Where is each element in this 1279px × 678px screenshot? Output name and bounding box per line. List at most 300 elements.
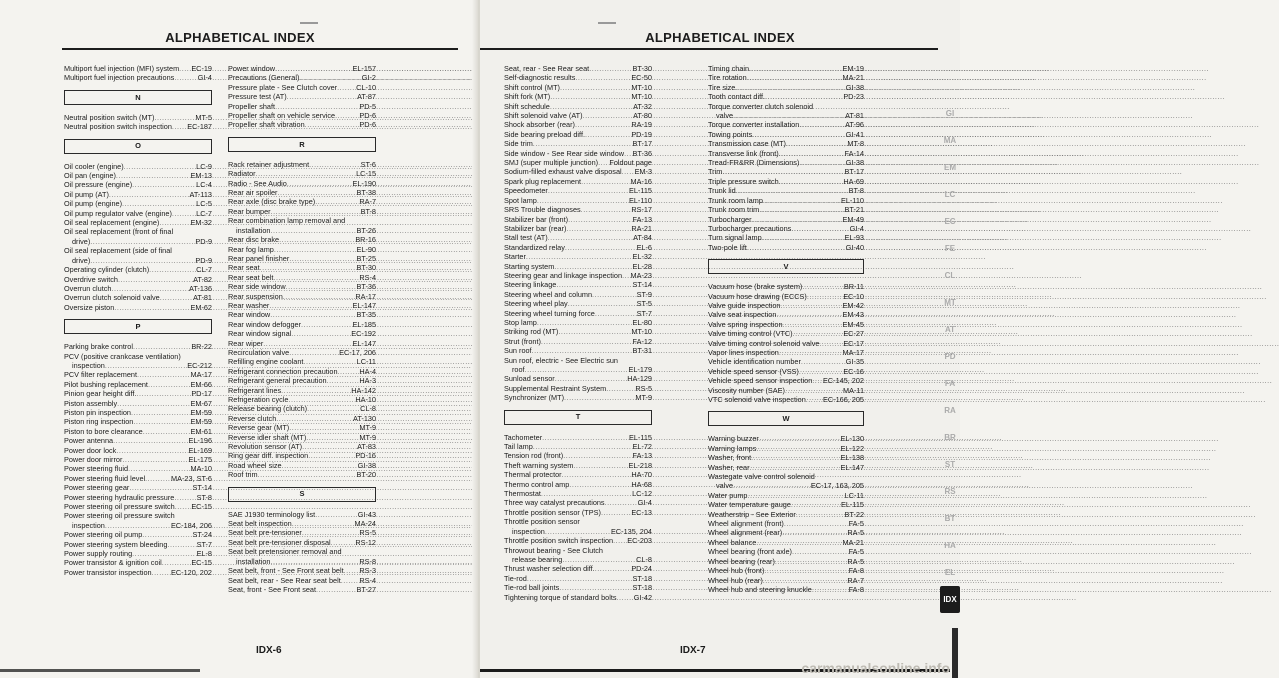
entry-title: Two-pole lift [708, 242, 747, 252]
entry-title: Warning lamps [708, 443, 757, 453]
entry-title: Vapor lines inspection [708, 347, 779, 357]
index-entry [708, 243, 864, 252]
registration-mark [598, 22, 616, 24]
entry-page-ref: RA-5 [847, 556, 864, 566]
entry-title: Towing points [708, 129, 753, 139]
leader-dots [556, 280, 630, 289]
entry-title: Power steering gear [64, 483, 130, 493]
index-entry [504, 158, 652, 167]
leader-dots [736, 186, 847, 195]
entry-title: Speedometer [504, 186, 548, 196]
entry-title: Stabilizer bar (rear) [504, 223, 567, 233]
leader-dots [812, 585, 847, 594]
leader-dots [179, 64, 189, 73]
entry-title: Wheel alignment (rear) [708, 528, 783, 538]
leader-dots [568, 215, 630, 224]
entry-page-ref: RA-5 [847, 528, 864, 538]
leader-dots [562, 470, 630, 479]
index-entry [228, 585, 376, 594]
entry-title: Rear bumper [228, 206, 271, 216]
entry-page-ref: ST-6 [360, 159, 376, 169]
leader-dots [565, 243, 635, 252]
index-entry [64, 530, 212, 539]
entry-page-ref: EC-166, 205 [823, 395, 864, 404]
leader-dots [801, 357, 844, 366]
entry-page-ref: CL-7 [196, 265, 212, 275]
title-rule [480, 48, 938, 50]
index-entry [504, 555, 652, 564]
entry-title: Strut (front) [504, 336, 541, 346]
index-entry-line: Power steering oil pressure switch [64, 511, 175, 521]
entry-title: Seat, front - See Front seat [228, 584, 317, 594]
section-tab: ST [944, 460, 956, 469]
index-entry [228, 301, 376, 310]
index-entry [228, 329, 376, 338]
section-tab: BR [944, 433, 956, 442]
entry-title: Warning buzzer [708, 434, 759, 444]
entry-title: Rear wiper [228, 338, 264, 348]
entry-page-ref: RS-4 [359, 272, 376, 282]
left-page [0, 0, 480, 678]
section-tab: EC [944, 217, 956, 226]
entry-page-ref: AT-32 [633, 101, 652, 111]
entry-title: SAE J1930 terminology list [228, 509, 316, 519]
index-entry [504, 149, 652, 158]
entry-page-ref: RA-17 [355, 291, 376, 301]
entry-title: Transmission case (MT) [708, 139, 786, 149]
entry-page-ref: AT-83 [357, 442, 376, 452]
entry-page-ref: MT-8 [847, 139, 864, 149]
index-entry [504, 205, 652, 214]
entry-page-ref: BT-31 [632, 346, 652, 356]
title-rule [62, 48, 458, 50]
index-entry [504, 442, 652, 451]
section-tab: GI [945, 109, 955, 118]
leader-dots [791, 500, 839, 509]
leader-dots [751, 453, 838, 462]
leader-dots [533, 442, 631, 451]
entry-page-ref: LC-15 [356, 169, 376, 179]
index-entry-line: Oil seal replacement (side of final [64, 246, 172, 256]
entry-page-ref: AT-96 [845, 120, 864, 130]
leader-dots [174, 493, 194, 502]
entry-page-ref: MA-17 [190, 370, 212, 380]
entry-page-ref: BT-21 [844, 205, 864, 215]
entry-page-ref: CL-8 [360, 404, 376, 414]
entry-title: Triple pressure switch [708, 176, 779, 186]
leader-dots [585, 130, 629, 139]
index-entry [504, 243, 652, 252]
entry-title: Tie-rod [504, 573, 527, 583]
index-entry [228, 179, 376, 188]
entry-title: Power transistor inspection [64, 567, 152, 577]
entry-page-ref: HA-68 [631, 479, 652, 489]
entry-page-ref: BT-25 [356, 253, 376, 263]
entry-page-ref: AT-84 [633, 233, 652, 243]
entry-title: Refrigerant lines [228, 385, 282, 395]
index-entry [228, 102, 376, 111]
index-entry [504, 280, 652, 289]
leader-dots [581, 205, 630, 214]
leader-dots [799, 158, 843, 167]
entry-page-ref: BR-11 [843, 282, 864, 292]
entry-title: Refilling engine coolant [228, 357, 304, 367]
entry-page-ref: ST-5 [636, 299, 652, 309]
entry-page-ref: EM-42 [842, 300, 864, 310]
leader-dots [341, 576, 358, 585]
index-entry [504, 527, 652, 536]
entry-page-ref: BT-22 [844, 509, 864, 519]
leader-dots [90, 256, 193, 265]
entry-page-ref: EL-147 [352, 338, 376, 348]
entry-page-ref: RS-5 [635, 383, 652, 393]
leader-dots [154, 113, 193, 122]
index-entry [708, 357, 864, 366]
index-entry [228, 357, 376, 366]
leader-dots [747, 243, 844, 252]
leader-dots [162, 558, 190, 567]
entry-title: installation [236, 556, 271, 566]
index-entry-line: Throttle position sensor [504, 517, 580, 527]
leader-dots [283, 292, 354, 301]
entry-title: valve [716, 111, 734, 121]
entry-title: Stall test (AT) [504, 233, 548, 243]
index-entry [228, 235, 376, 244]
entry-page-ref: MA-10 [190, 464, 212, 474]
entry-page-ref: EC-145, 202 [823, 376, 864, 386]
entry-title: Oversize piston [64, 302, 115, 312]
section-letter: T [575, 412, 581, 422]
entry-page-ref: RS-8 [359, 556, 376, 566]
leader-dots [550, 92, 629, 101]
page-title: ALPHABETICAL INDEX [165, 30, 315, 45]
footer-rule [0, 669, 200, 672]
entry-title: Throttle position sensor (TPS) [504, 507, 601, 517]
entry-page-ref: EL-115 [629, 186, 652, 196]
entry-title: Spark plug replacement [504, 176, 582, 186]
leader-dots [289, 254, 354, 263]
leader-dots [791, 224, 848, 233]
index-entry [228, 92, 376, 101]
index-entry [708, 282, 864, 291]
entry-page-ref: EC-192 [351, 329, 376, 339]
index-entry [504, 186, 652, 195]
entry-page-ref: ST-14 [192, 483, 212, 493]
entry-title: Steering wheel play [504, 299, 568, 309]
leader-dots [763, 196, 839, 205]
index-entry [64, 113, 212, 122]
index-entry [504, 111, 652, 120]
entry-title: Refrigerant general precaution [228, 376, 327, 386]
entry-page-ref: AT-87 [357, 92, 376, 102]
index-entry [504, 480, 652, 489]
entry-title: inspection [72, 520, 105, 530]
leader-dots [525, 365, 627, 374]
leader-dots [537, 318, 631, 327]
entry-page-ref: EM-67 [190, 398, 212, 408]
entry-title: Stop lamp [504, 317, 537, 327]
index-entry [504, 318, 652, 327]
section-letter-box [64, 90, 212, 105]
entry-title: Rear washer [228, 300, 270, 310]
leader-dots [291, 329, 349, 338]
index-entry [228, 310, 376, 319]
leader-dots [555, 374, 626, 383]
entry-title: Wheel alignment (front) [708, 519, 784, 529]
entry-page-ref: GI-41 [845, 129, 864, 139]
entry-title: Tension rod (front) [504, 451, 564, 461]
entry-page-ref: PD-23 [843, 92, 864, 102]
index-entry [64, 417, 212, 426]
index-entry [64, 464, 212, 473]
leader-dots [759, 205, 842, 214]
leader-dots [559, 583, 630, 592]
index-entry [64, 370, 212, 379]
entry-title: Viscosity number (SAE) [708, 385, 785, 395]
entry-title: Valve spring inspection [708, 319, 783, 329]
entry-title: Piston assembly [64, 398, 118, 408]
entry-title: Power steering oil pump [64, 530, 143, 540]
entry-title: Valve timing control (VTC) [708, 329, 793, 339]
section-tab: MA [943, 136, 957, 145]
entry-page-ref: EL-196 [188, 436, 212, 446]
index-entry [228, 64, 376, 73]
entry-title: Ring gear diff. inspection [228, 451, 309, 461]
leader-dots [132, 549, 194, 558]
index-entry [504, 489, 652, 498]
index-entry [504, 508, 652, 517]
index-entry [228, 510, 376, 519]
entry-page-ref: RS-17 [631, 205, 652, 215]
index-entry [708, 130, 864, 139]
entry-page-ref: BT-8 [848, 186, 864, 196]
entry-page-ref: BT-30 [632, 64, 652, 73]
entry-title: Rear window [228, 310, 271, 320]
leader-dots [764, 566, 846, 575]
index-entry [504, 271, 652, 280]
leader-dots [136, 389, 189, 398]
leader-dots [752, 215, 841, 224]
leader-dots [160, 293, 191, 302]
entry-page-ref: HA-142 [351, 385, 376, 395]
index-column [228, 64, 376, 594]
entry-title: Rear axle (disc brake type) [228, 197, 316, 207]
entry-page-ref: BT-36 [632, 148, 652, 158]
entry-page-ref: EC-184, 206 [171, 520, 212, 530]
entry-page-ref: EC-16 [843, 366, 864, 376]
index-entry [64, 455, 212, 464]
index-entry [708, 463, 864, 472]
leader-dots [780, 301, 840, 310]
leader-dots [762, 233, 843, 242]
entry-title: Precautions (General) [228, 73, 300, 83]
leader-dots [799, 367, 841, 376]
index-entry [64, 64, 212, 73]
entry-page-ref: EM-61 [190, 426, 212, 436]
entry-title: Power antenna [64, 436, 114, 446]
entry-title: VTC solenoid valve inspection [708, 395, 806, 404]
index-entry [228, 83, 376, 92]
leader-dots [174, 73, 195, 82]
leader-dots [137, 370, 189, 379]
entry-page-ref: MT-9 [359, 432, 376, 442]
entry-title: Side trim [504, 139, 533, 149]
leader-dots [779, 177, 842, 186]
section-letter-box [228, 137, 376, 152]
entry-page-ref: EL-185 [352, 319, 376, 329]
leader-dots [287, 179, 351, 188]
index-entry [708, 292, 864, 301]
entry-title: Vehicle identification number [708, 357, 801, 367]
entry-title: Multiport fuel injection precautions [64, 73, 175, 83]
index-entry [504, 224, 652, 233]
entry-page-ref: EL-72 [632, 442, 652, 452]
leader-dots [583, 111, 632, 120]
index-entry [504, 451, 652, 460]
entry-title: Self-diagnostic results [504, 73, 576, 83]
entry-title: Trunk room lamp [708, 195, 763, 205]
index-entry [708, 92, 864, 101]
entry-title: Transverse link (front) [708, 148, 779, 158]
entry-title: Throttle position switch inspection [504, 536, 614, 546]
leader-dots [733, 111, 843, 120]
index-entry [708, 444, 864, 453]
index-entry [64, 446, 212, 455]
index-entry [64, 427, 212, 436]
entry-title: SMJ (super multiple junction) [504, 158, 599, 168]
index-entry [708, 196, 864, 205]
entry-title: Pressure plate - See Clutch cover [228, 82, 338, 92]
index-entry [708, 491, 864, 500]
section-tab: RA [944, 406, 956, 415]
section-tab: IDX [940, 586, 960, 613]
entry-page-ref: GI-38 [845, 82, 864, 92]
index-entry [64, 361, 212, 370]
entry-title: Striking rod (MT) [504, 327, 559, 337]
entry-page-ref: MA-16 [630, 176, 652, 186]
entry-page-ref: MA-21 [842, 73, 864, 83]
entry-title: Power steering system bleeding [64, 539, 168, 549]
index-entry [64, 303, 212, 312]
entry-title: Oil pump (AT) [64, 189, 109, 199]
index-entry [504, 309, 652, 318]
index-entry [708, 376, 864, 385]
section-letter-box [504, 410, 652, 425]
entry-page-ref: LC-7 [196, 208, 212, 218]
entry-page-ref: EM-3 [634, 167, 652, 177]
entry-title: Radio - See Audio [228, 178, 287, 188]
entry-page-ref: RA-19 [631, 120, 652, 130]
index-entry [708, 310, 864, 319]
entry-page-ref: EL-179 [628, 365, 652, 374]
entry-page-ref: EL-110 [629, 195, 652, 205]
entry-page-ref: MA-17 [842, 347, 864, 357]
leader-dots [807, 292, 841, 301]
entry-page-ref: EL-28 [632, 261, 652, 271]
leader-dots [149, 265, 194, 274]
leader-dots [270, 557, 357, 566]
index-entry [504, 139, 652, 148]
entry-title: Piston pin inspection [64, 407, 131, 417]
index-entry [504, 470, 652, 479]
index-entry [228, 528, 376, 537]
entry-page-ref: BT-38 [356, 188, 376, 198]
entry-title: Supplemental Restraint System [504, 383, 607, 393]
entry-page-ref: EL-190 [352, 178, 376, 188]
leader-dots [613, 536, 625, 545]
leader-dots [142, 530, 190, 539]
entry-page-ref: AT-130 [353, 413, 376, 423]
entry-page-ref: PD-6 [359, 120, 376, 130]
index-entry [504, 365, 652, 374]
leader-dots [315, 510, 356, 519]
entry-page-ref: EC-27 [843, 329, 864, 339]
entry-page-ref: LC-9 [196, 161, 212, 171]
entry-page-ref: CL-10 [356, 82, 376, 92]
entry-title: Steering wheel and column [504, 289, 593, 299]
index-entry [64, 399, 212, 408]
entry-title: Power steering fluid [64, 464, 129, 474]
entry-page-ref: AT-82 [193, 274, 212, 284]
leader-dots [263, 339, 350, 348]
entry-title: Power steering hydraulic pressure [64, 492, 175, 502]
index-entry-line: Throwout bearing - See Clutch [504, 545, 603, 555]
section-tab: HA [944, 541, 956, 550]
index-entry [708, 453, 864, 462]
section-tabs [940, 100, 960, 613]
index-entry [64, 389, 212, 398]
leader-dots [560, 83, 629, 92]
entry-title: Turbocharger precautions [708, 223, 792, 233]
index-entry [504, 536, 652, 545]
entry-title: Thermal protector [504, 470, 562, 480]
entry-title: Propeller shaft vibration [228, 120, 305, 130]
entry-title: Washer, front [708, 453, 752, 463]
section-letter-box [708, 259, 864, 274]
entry-page-ref: AT-113 [189, 189, 212, 199]
index-entry [64, 380, 212, 389]
entry-title: Turn signal lamp [708, 233, 762, 243]
leader-dots [269, 301, 350, 310]
leader-dots [132, 180, 194, 189]
leader-dots [722, 167, 842, 176]
entry-title: Side window - See Rear side window [504, 148, 625, 158]
entry-page-ref: GI-2 [361, 73, 376, 83]
entry-page-ref: LC-11 [844, 490, 864, 500]
entry-title: Tightening torque of standard bolts [504, 592, 617, 602]
entry-title: release bearing [512, 554, 563, 564]
section-letter: S [299, 489, 305, 499]
entry-page-ref: MT-5 [195, 112, 212, 122]
leader-dots [148, 380, 189, 389]
entry-title: Neutral position switch inspection [64, 122, 172, 132]
entry-page-ref: EM-43 [842, 310, 864, 320]
entry-page-ref: EL-32 [632, 252, 652, 262]
section-letter: O [135, 141, 141, 151]
entry-title: Rear air spoiler [228, 188, 278, 198]
index-entry [708, 224, 864, 233]
leader-dots [779, 149, 843, 158]
index-entry [228, 414, 376, 423]
leader-dots [109, 190, 188, 199]
leader-dots [122, 455, 186, 464]
index-entry [64, 256, 212, 265]
entry-title: Power steering oil pressure switch [64, 502, 175, 512]
leader-dots [128, 464, 188, 473]
leader-dots [129, 483, 190, 492]
entry-title: Vehicle speed sensor inspection [708, 376, 813, 386]
leader-dots [122, 199, 194, 208]
